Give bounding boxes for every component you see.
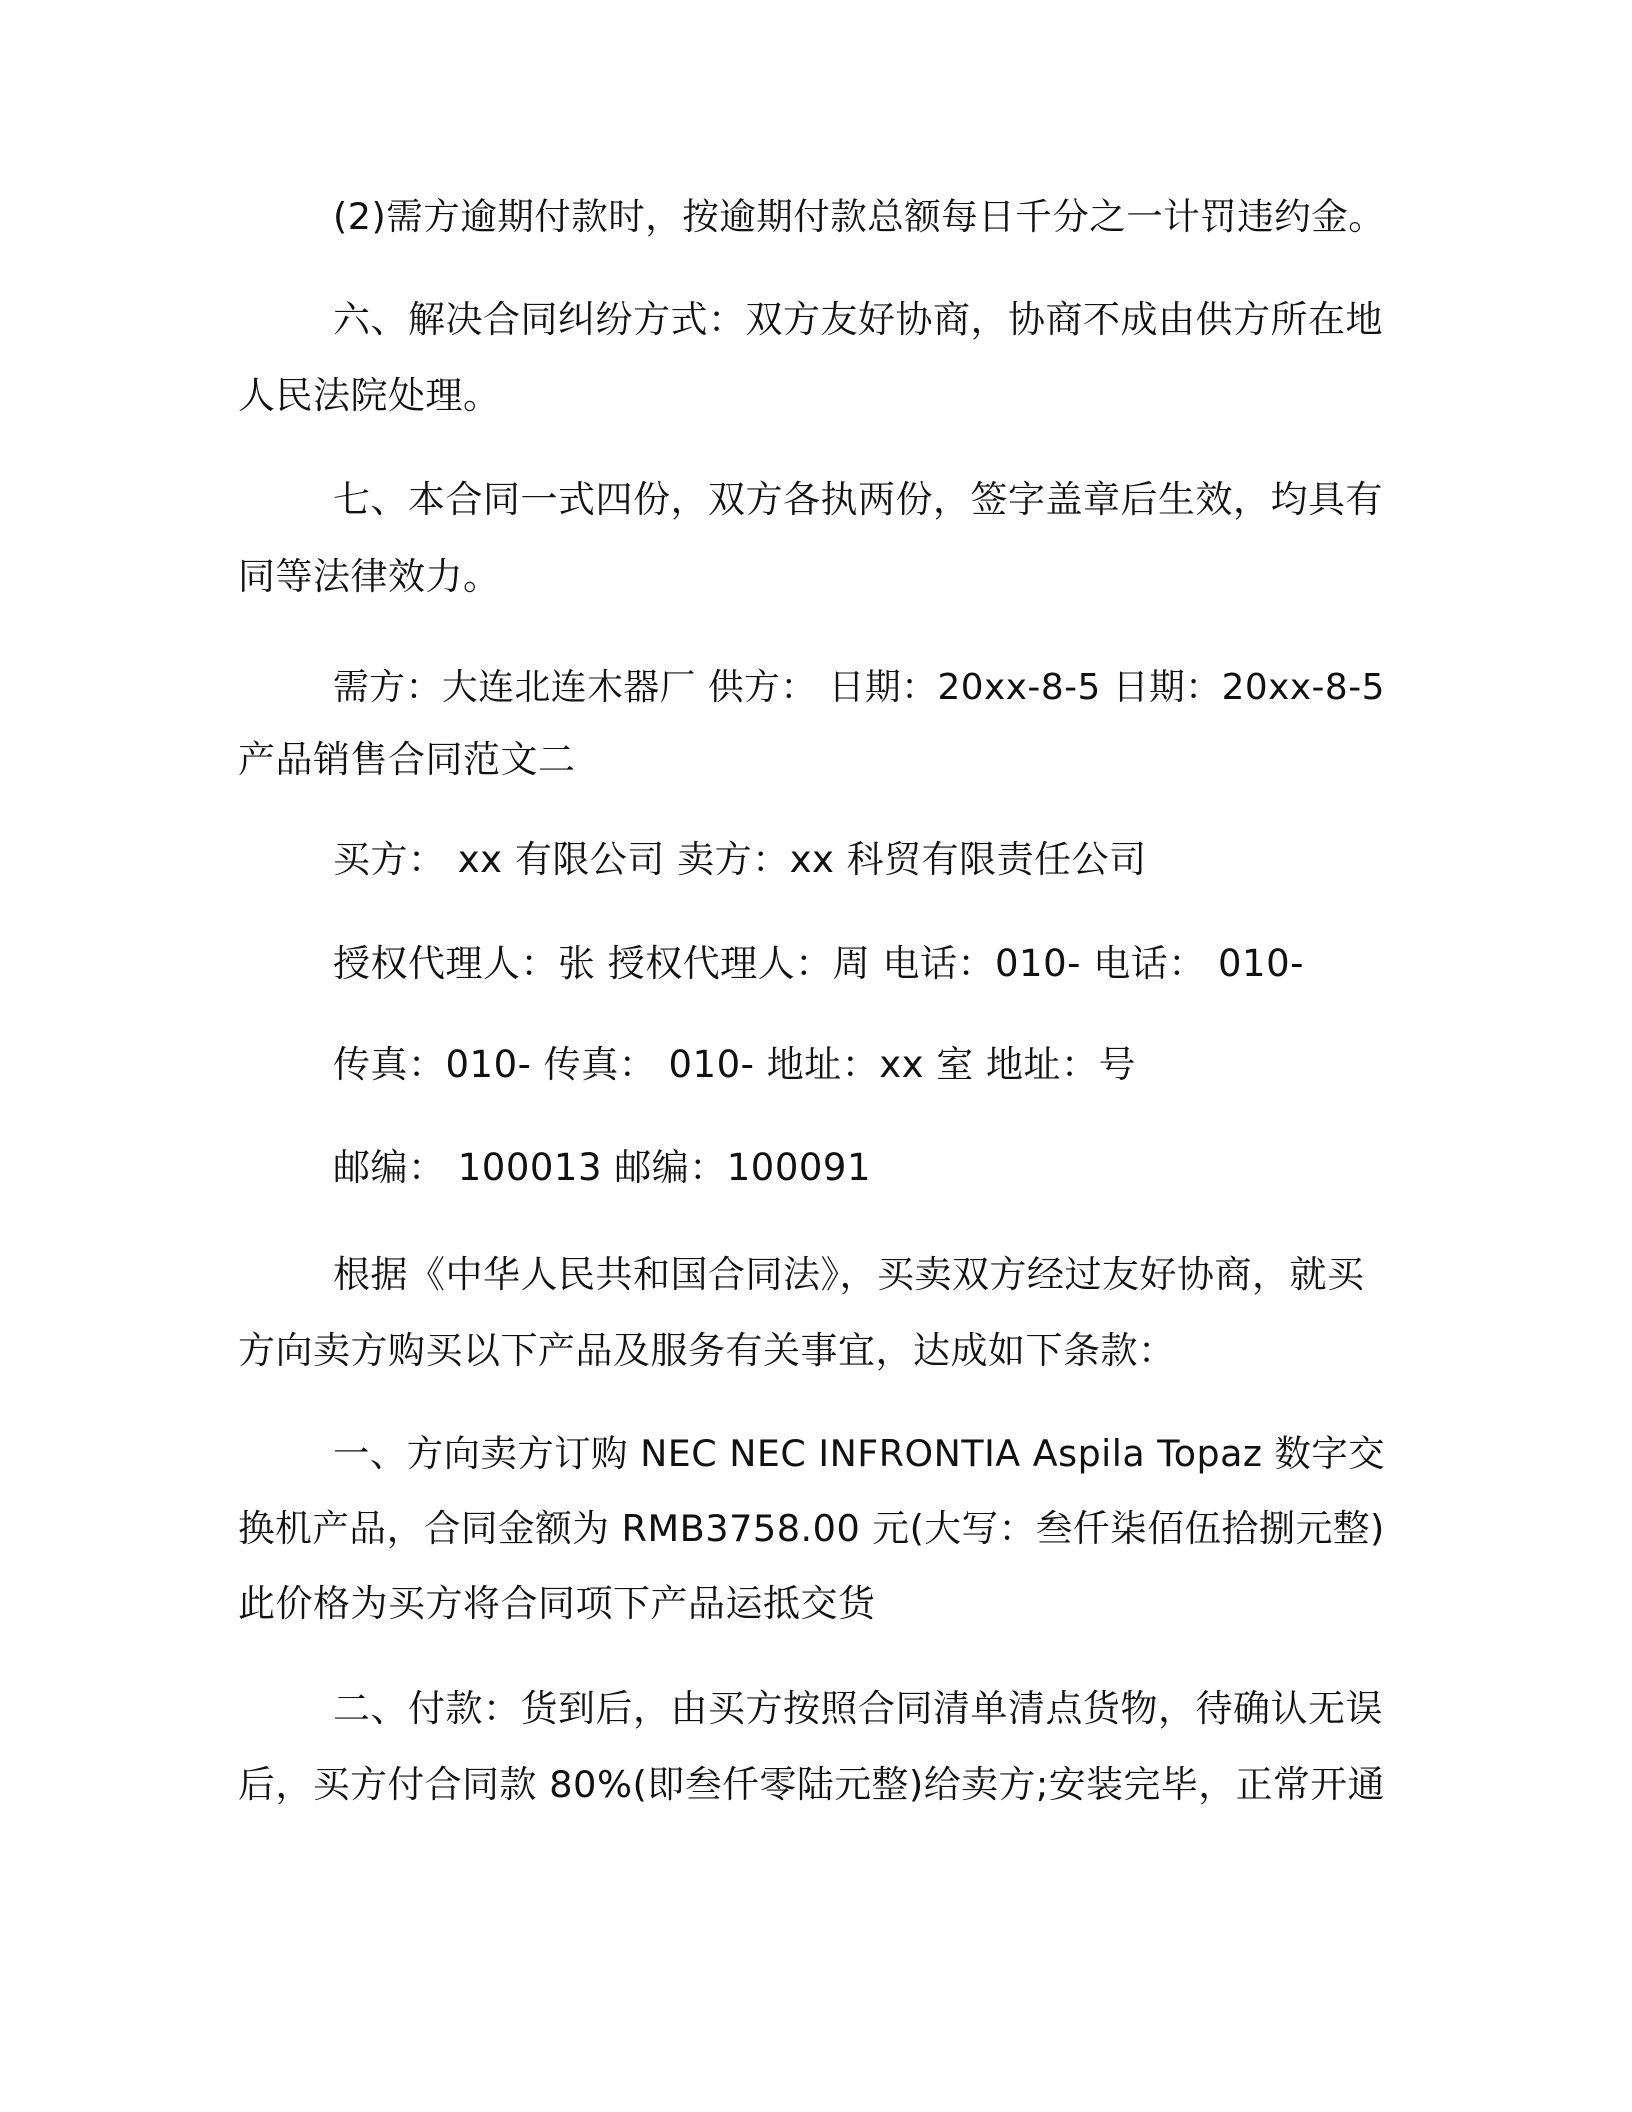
text-line: 换机产品，合同金额为 RMB3758.00 元(大写：叁仟柒佰伍拾捌元整) (238, 1507, 1385, 1550)
text-line: 此价格为买方将合同项下产品运抵交货 (238, 1582, 876, 1625)
text-line: 传真：010- 传真： 010- 地址：xx 室 地址：号 (333, 1043, 1137, 1086)
text-line: 后，买方付合同款 80%(即叁仟零陆元整)给卖方;安装完毕，正常开通 (238, 1763, 1386, 1806)
text-line: 二、付款：货到后，由买方按照合同清单清点货物，待确认无误 (333, 1687, 1383, 1730)
text-line: 人民法院处理。 (238, 374, 501, 417)
text-line: 根据《中华人民共和国合同法》，买卖双方经过友好协商，就买 (333, 1253, 1365, 1296)
text-line: 六、解决合同纠纷方式：双方友好协商，协商不成由供方所在地 (333, 298, 1383, 341)
text-line: 一、方向卖方订购 NEC NEC INFRONTIA Aspila Topaz 数字交 (333, 1432, 1386, 1475)
text-line: (2)需方逾期付款时，按逾期付款总额每日千分之一计罚违约金。 (333, 195, 1386, 238)
text-line: 方向卖方购买以下产品及服务有关事宜，达成如下条款： (238, 1329, 1176, 1372)
text-line: 需方：大连北连木器厂 供方： 日期：20xx-8-5 日期：20xx-8-5 (333, 667, 1385, 708)
text-line: 邮编： 100013 邮编：100091 (333, 1146, 872, 1189)
text-line: 七、本合同一式四份，双方各执两份，签字盖章后生效，均具有 (333, 478, 1383, 521)
section-heading: 产品销售合同范文二 (238, 738, 576, 781)
text-line: 授权代理人：张 授权代理人：周 电话：010- 电话： 010- (333, 942, 1304, 985)
text-line: 同等法律效力。 (238, 555, 501, 598)
text-line: 买方： xx 有限公司 卖方：xx 科贸有限责任公司 (333, 838, 1147, 881)
